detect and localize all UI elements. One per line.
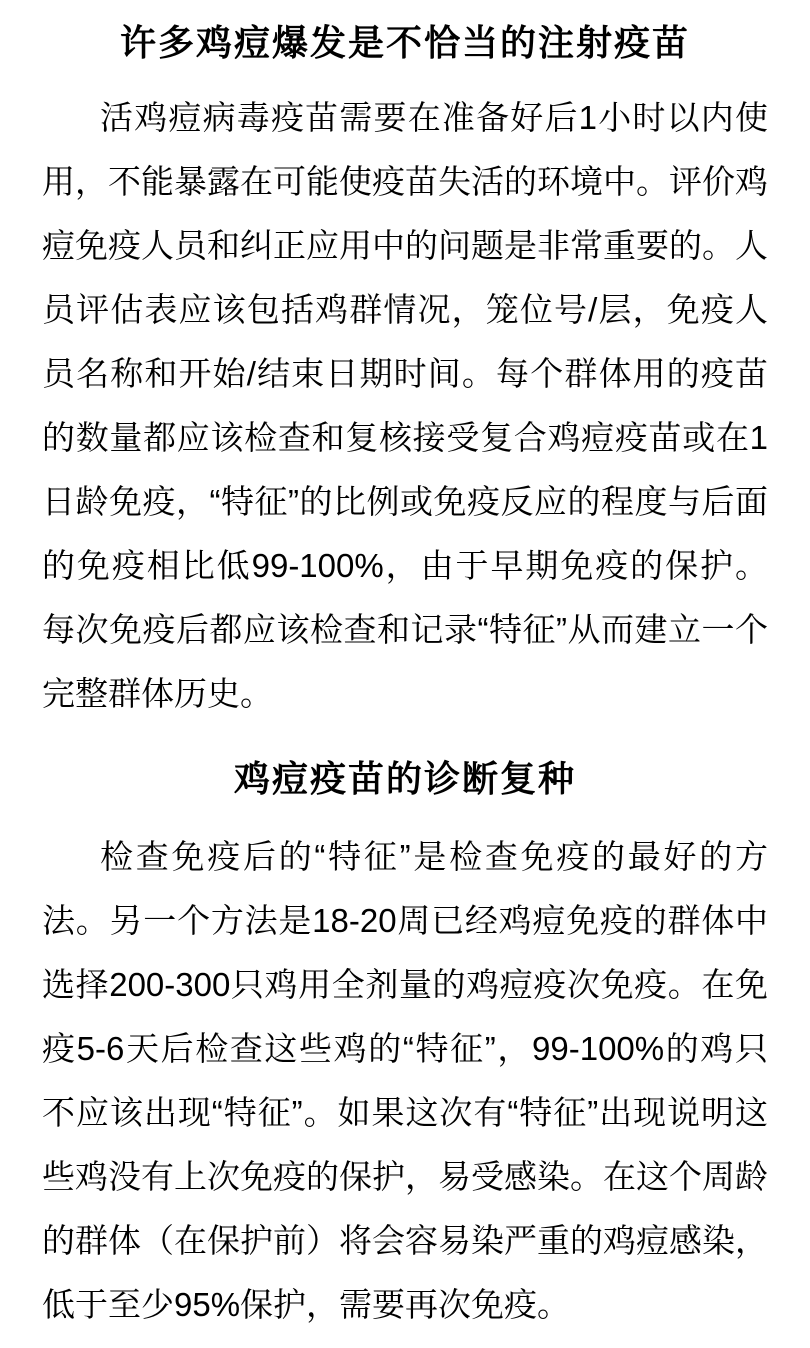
section-vaccine-outbreaks [42, 0, 768, 726]
paragraph-take-check: 检查免疫后的“特征”是检查免疫的最好的方法。另一个方法是18-20周已经鸡痘免疫的群体中选择200-300只鸡用全剂量的鸡痘疫次免疫。在免疫5-6天后检查这些鸡的“特征”，99-100%的鸡只不应该出现“特征”。如果这次有“特征”出现说明这些鸡没有上次免疫的保护，易受感染。在这个周龄的群体（在保护前）将会容易染严重的鸡痘感染，低于至少95%保护，需要再次免疫。 [42, 838, 768, 1323]
section-title-improper-vaccination: 许多鸡痘爆发是不恰当的注射疫苗 [119, 22, 690, 63]
section-title-diagnostic-revaccination: 鸡痘疫苗的诊断复种 [233, 758, 576, 799]
paragraph-vaccine-handling: 活鸡痘病毒疫苗需要在准备好后1小时以内使用，不能暴露在可能使疫苗失活的环境中。评价鸡痘免疫人员和纠正应用中的问题是非常重要的。人员评估表应该包括鸡群情况，笼位号/层，免疫人员名称和开始/结束日期时间。每个群体用的疫苗的数量都应该检查和复核接受复合鸡痘疫苗或在1日龄免疫，“特征”的比例或免疫反应的程度与后面的免疫相比低99-100%，由于早期免疫的保护。每次免疫后都应该检查和记录“特征”从而建立一个完整群体历史。 [42, 99, 768, 712]
section-diagnostic-revaccination [42, 756, 768, 1337]
